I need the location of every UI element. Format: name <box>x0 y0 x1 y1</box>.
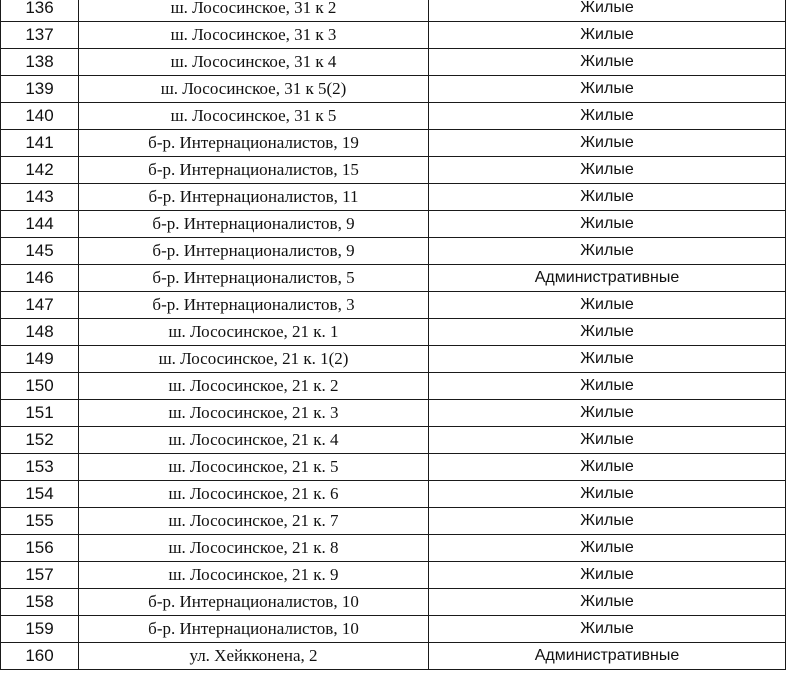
row-building-type: Жилые <box>429 562 786 589</box>
row-number: 138 <box>1 49 79 76</box>
row-number: 147 <box>1 292 79 319</box>
table-row <box>1 292 786 319</box>
table-row <box>1 346 786 373</box>
table-row <box>1 454 786 481</box>
table-row <box>1 238 786 265</box>
row-building-type: Жилые <box>429 292 786 319</box>
row-building-type: Жилые <box>429 157 786 184</box>
row-building-type: Жилые <box>429 400 786 427</box>
row-number: 136 <box>1 0 79 22</box>
table-row <box>1 157 786 184</box>
row-building-type: Жилые <box>429 22 786 49</box>
table-row <box>1 589 786 616</box>
row-number: 152 <box>1 427 79 454</box>
table-row <box>1 373 786 400</box>
table-row <box>1 22 786 49</box>
row-building-type: Жилые <box>429 130 786 157</box>
table-row <box>1 0 786 22</box>
row-number: 150 <box>1 373 79 400</box>
table-row <box>1 562 786 589</box>
table-row <box>1 508 786 535</box>
row-building-type: Жилые <box>429 76 786 103</box>
row-address: б-р. Интернационалистов, 15 <box>79 157 429 184</box>
row-address: ш. Лососинское, 21 к. 9 <box>79 562 429 589</box>
table-row <box>1 427 786 454</box>
row-building-type: Жилые <box>429 346 786 373</box>
row-number: 144 <box>1 211 79 238</box>
row-building-type: Жилые <box>429 481 786 508</box>
row-building-type: Жилые <box>429 589 786 616</box>
row-address: ш. Лососинское, 31 к 2 <box>79 0 429 22</box>
table-row <box>1 184 786 211</box>
row-number: 151 <box>1 400 79 427</box>
row-number: 154 <box>1 481 79 508</box>
table-row <box>1 616 786 643</box>
row-building-type: Жилые <box>429 184 786 211</box>
row-number: 146 <box>1 265 79 292</box>
row-number: 159 <box>1 616 79 643</box>
row-number: 140 <box>1 103 79 130</box>
row-address: ш. Лососинское, 21 к. 8 <box>79 535 429 562</box>
row-address: б-р. Интернационалистов, 10 <box>79 589 429 616</box>
row-number: 139 <box>1 76 79 103</box>
row-number: 157 <box>1 562 79 589</box>
row-building-type: Жилые <box>429 211 786 238</box>
row-number: 155 <box>1 508 79 535</box>
row-address: б-р. Интернационалистов, 11 <box>79 184 429 211</box>
row-address: ш. Лососинское, 21 к. 4 <box>79 427 429 454</box>
row-address: ш. Лососинское, 31 к 5 <box>79 103 429 130</box>
row-address: б-р. Интернационалистов, 9 <box>79 238 429 265</box>
table-row <box>1 211 786 238</box>
row-address: б-р. Интернационалистов, 3 <box>79 292 429 319</box>
row-building-type: Жилые <box>429 49 786 76</box>
row-number: 141 <box>1 130 79 157</box>
row-number: 142 <box>1 157 79 184</box>
row-number: 153 <box>1 454 79 481</box>
row-address: б-р. Интернационалистов, 19 <box>79 130 429 157</box>
row-building-type: Жилые <box>429 373 786 400</box>
row-address: б-р. Интернационалистов, 10 <box>79 616 429 643</box>
row-address: ш. Лососинское, 21 к. 1(2) <box>79 346 429 373</box>
row-address: ул. Хейкконена, 2 <box>79 643 429 670</box>
table-row <box>1 319 786 346</box>
table-row <box>1 481 786 508</box>
row-number: 160 <box>1 643 79 670</box>
row-address: ш. Лососинское, 21 к. 2 <box>79 373 429 400</box>
table-row <box>1 103 786 130</box>
row-building-type: Жилые <box>429 508 786 535</box>
table-row <box>1 130 786 157</box>
row-number: 145 <box>1 238 79 265</box>
row-number: 143 <box>1 184 79 211</box>
row-address: ш. Лососинское, 31 к 4 <box>79 49 429 76</box>
row-building-type: Жилые <box>429 454 786 481</box>
table-row <box>1 49 786 76</box>
row-address: ш. Лососинское, 21 к. 6 <box>79 481 429 508</box>
row-building-type: Жилые <box>429 427 786 454</box>
row-building-type: Жилые <box>429 616 786 643</box>
row-address: б-р. Интернационалистов, 5 <box>79 265 429 292</box>
row-address: ш. Лососинское, 21 к. 7 <box>79 508 429 535</box>
row-building-type: Административные <box>429 265 786 292</box>
row-address: ш. Лососинское, 21 к. 5 <box>79 454 429 481</box>
row-number: 148 <box>1 319 79 346</box>
row-building-type: Административные <box>429 643 786 670</box>
row-building-type: Жилые <box>429 319 786 346</box>
row-number: 156 <box>1 535 79 562</box>
table-row <box>1 535 786 562</box>
row-number: 137 <box>1 22 79 49</box>
row-address: ш. Лососинское, 31 к 3 <box>79 22 429 49</box>
row-building-type: Жилые <box>429 238 786 265</box>
table-row <box>1 400 786 427</box>
table-row <box>1 643 786 670</box>
row-number: 149 <box>1 346 79 373</box>
row-building-type: Жилые <box>429 0 786 22</box>
row-building-type: Жилые <box>429 535 786 562</box>
table-row <box>1 76 786 103</box>
address-table-body <box>1 0 786 670</box>
row-building-type: Жилые <box>429 103 786 130</box>
row-address: ш. Лососинское, 31 к 5(2) <box>79 76 429 103</box>
table-row <box>1 265 786 292</box>
row-address: б-р. Интернационалистов, 9 <box>79 211 429 238</box>
row-address: ш. Лососинское, 21 к. 1 <box>79 319 429 346</box>
row-number: 158 <box>1 589 79 616</box>
row-address: ш. Лососинское, 21 к. 3 <box>79 400 429 427</box>
